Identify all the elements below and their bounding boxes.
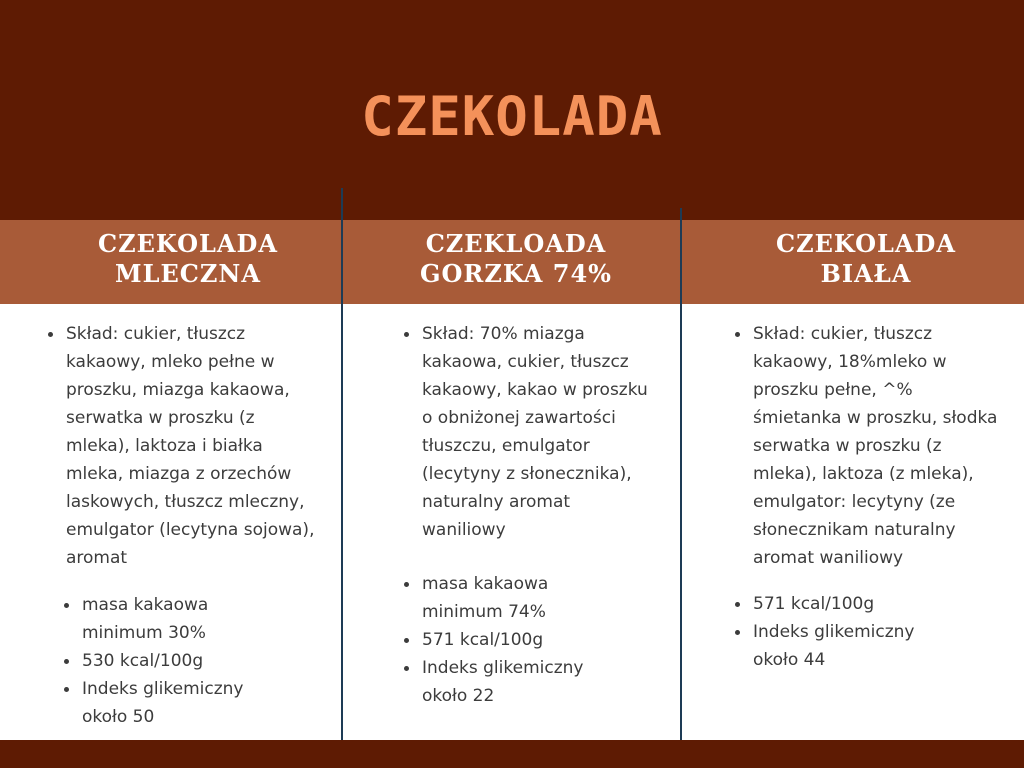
list-item: Indeks glikemiczny około 44: [753, 618, 953, 674]
facts-list: [82, 591, 282, 731]
column-body-white: [753, 320, 998, 674]
list-item: Indeks glikemiczny około 50: [82, 675, 282, 731]
column-header-line: CZEKOLADA: [98, 229, 278, 258]
ingredients-list: [66, 320, 316, 572]
list-item: masa kakaowa minimum 30%: [82, 591, 282, 647]
column-divider: [341, 188, 343, 740]
ingredients-list: [753, 320, 998, 572]
page-title: CZEKOLADA: [361, 85, 663, 148]
column-header-line: CZEKOLADA: [776, 229, 956, 258]
facts-list: [753, 590, 953, 674]
list-item: 530 kcal/100g: [82, 647, 282, 675]
column-header-line: BIAŁA: [820, 259, 912, 288]
column-divider: [680, 208, 682, 740]
list-item: Indeks glikemiczny około 22: [422, 654, 622, 710]
list-item: 571 kcal/100g: [753, 590, 953, 618]
column-header-line: GORZKA 74%: [420, 259, 612, 288]
column-header-line: MLECZNA: [115, 259, 261, 288]
column-header-dark: [364, 229, 668, 289]
list-item: Skład: cukier, tłuszcz kakaowy, mleko pełne w proszku, miazga kakaowa, serwatka w proszku (z mleka), laktoza i białka mleka, miazga z orzechów laskowych, tłuszcz mleczny, emulgator (lecytyna sojowa), aromat: [66, 320, 316, 572]
bottom-band: [0, 740, 1024, 768]
column-header-line: CZEKLOADA: [425, 229, 607, 258]
list-item: 571 kcal/100g: [422, 626, 622, 654]
column-body-milk: [66, 320, 316, 731]
column-header-white: [716, 229, 1016, 289]
facts-list: [422, 570, 622, 710]
list-item: Skład: 70% miazga kakaowa, cukier, tłuszcz kakaowy, kakao w proszku o obniżonej zawartości tłuszczu, emulgator (lecytyny z słonecznika), naturalny aromat waniliowy: [422, 320, 652, 544]
column-header-milk: [38, 229, 338, 289]
list-item: Skład: cukier, tłuszcz kakaowy, 18%mleko w proszku pełne, ^% śmietanka w proszku, słodka serwatka w proszku (z mleka), laktoza (z mleka), emulgator: lecytyny (ze słonecznikam naturalny aromat waniliowy: [753, 320, 998, 572]
column-body-dark: [422, 320, 652, 710]
ingredients-list: [422, 320, 652, 544]
list-item: masa kakaowa minimum 74%: [422, 570, 622, 626]
